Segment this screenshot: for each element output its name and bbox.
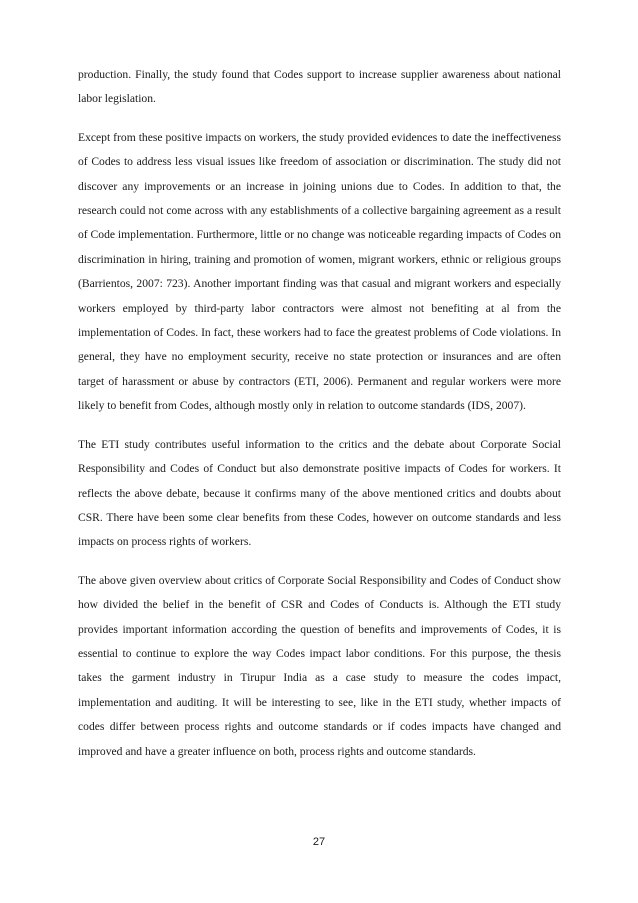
body-text [78,63,561,778]
paragraph-1: production. Finally, the study found that Codes support to increase supplier awareness about national labor legislation. [78,68,561,106]
page-number: 27 [312,836,326,848]
paragraph-3: The ETI study contributes useful information to the critics and the debate about Corporate Social Responsibility and Codes of Conduct but also demonstrate positive impacts of Codes for workers. It reflects the above debate, because it confirms many of the above mentioned critics and doubts about CSR. There have been some clear benefits from these Codes, however on outcome standards and less impacts on process rights of workers. [78,437,561,549]
paragraph-2: Except from these positive impacts on workers, the study provided evidences to date the ineffectiveness of Codes to address less visual issues like freedom of association or discrimination. The study did not discover any improvements or an increase in joining unions due to Codes. In addition to that, the research could not come across with any establishments of a collective bargaining agreement as a result of Code implementation. Furthermore, little or no change was noticeable regarding impacts of Codes on discrimination in hiring, training and promotion of women, migrant workers, ethnic or religious groups (Barrientos, 2007: 723). Another important finding was that casual and migrant workers and especially workers employed by third-party labor contractors were almost not benefiting at al from the implementation of Codes. In fact, these workers had to face the greatest problems of Code violations. In general, they have no employment security, receive no state protection or insurances and are often target of harassment or abuse by contractors (ETI, 2006). Permanent and regular workers were more likely to benefit from Codes, although mostly only in relation to outcome standards (IDS, 2007). [78,130,561,413]
paragraph-4: The above given overview about critics of Corporate Social Responsibility and Codes of Conduct show how divided the belief in the benefit of CSR and Codes of Conducts is. Although the ETI study provides important information according the question of benefits and improvements of Codes, it is essential to continue to explore the way Codes impact labor conditions. For this purpose, the thesis takes the garment industry in Tirupur India as a case study to measure the codes impact, implementation and auditing. It will be interesting to see, like in the ETI study, whether impacts of codes differ between process rights and outcome standards or if codes impacts have changed and improved and have a greater influence on both, process rights and outcome standards. [78,573,561,758]
